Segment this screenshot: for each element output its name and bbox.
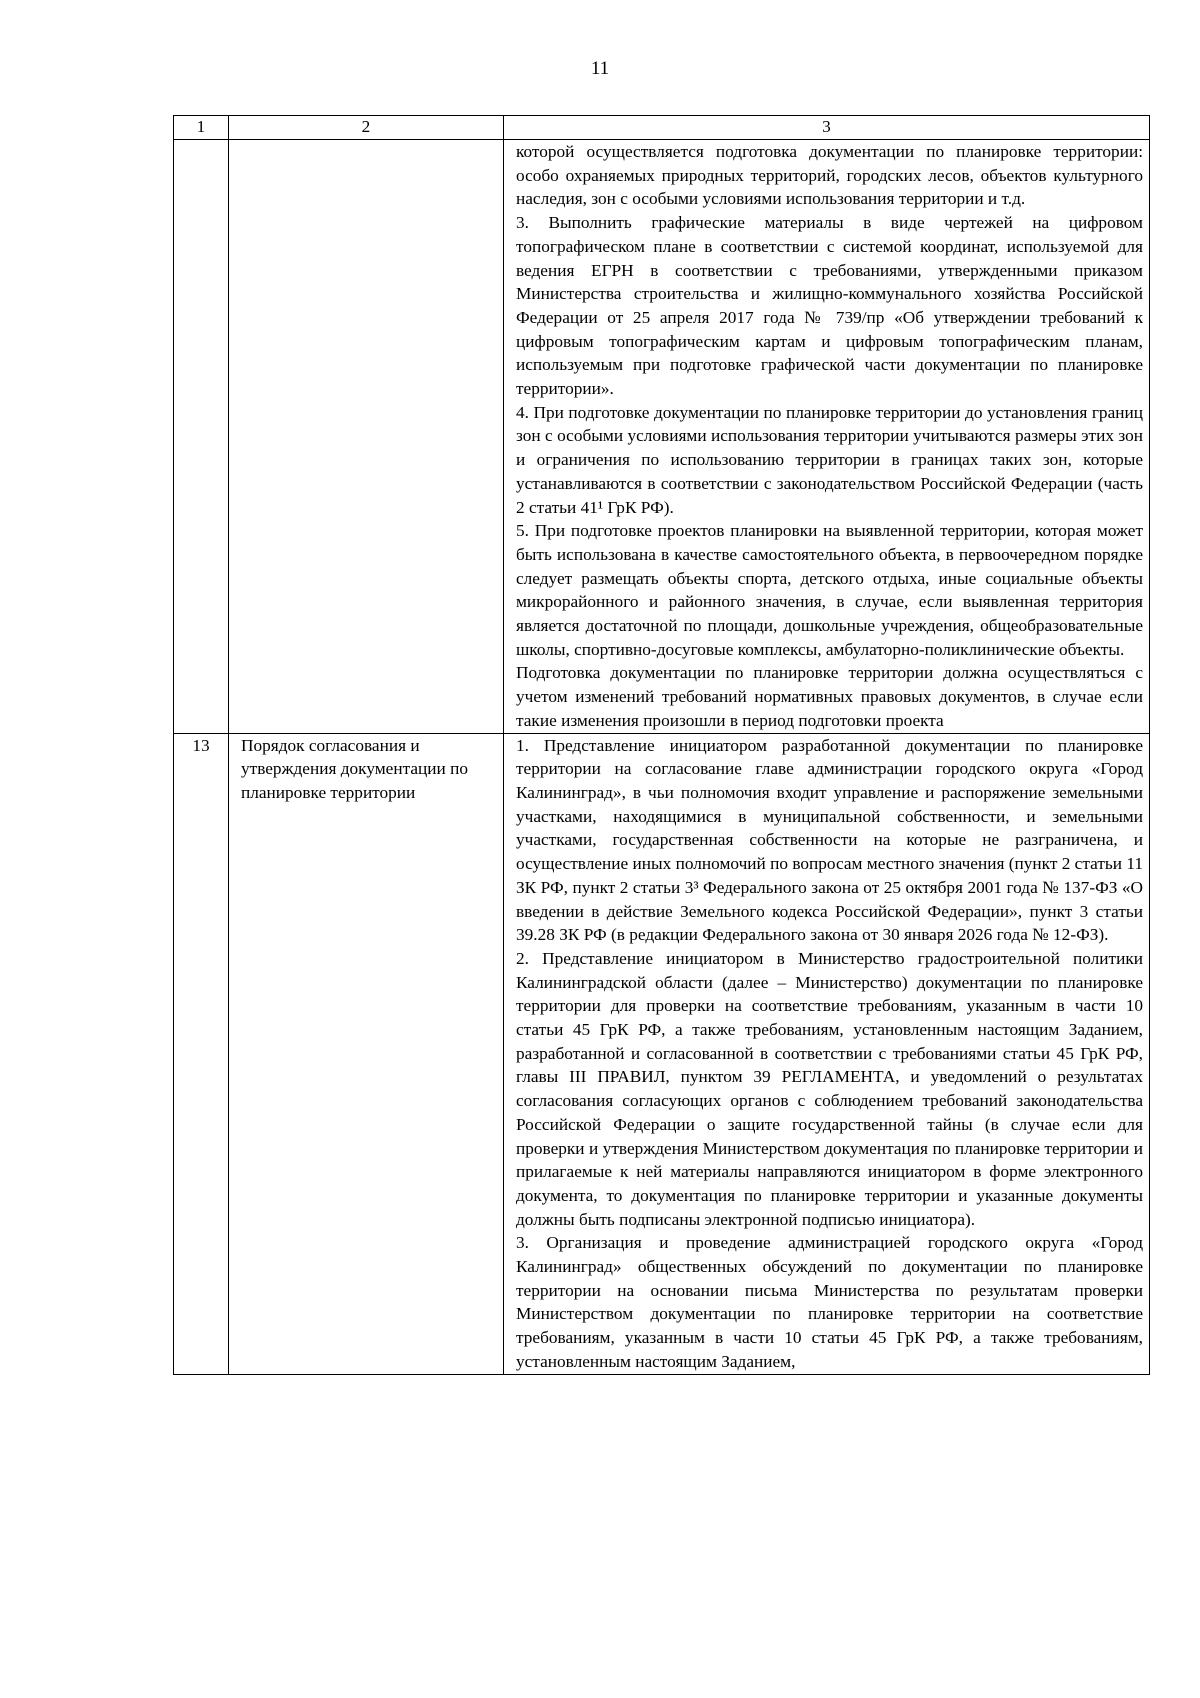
paragraph: которой осуществляется подготовка документации по планировке территории: особо охраняемых природных территорий, городских лесов, объектов культурного наследия, зон с особыми условиями использования территории и т.д.: [516, 142, 1143, 209]
row-content-cell: [504, 140, 1150, 734]
table-row-13: [174, 733, 1150, 1374]
paragraph: 1. Представление инициатором разработанной документации по планировке территории на согласование главе администрации городского округа «Город Калининград», в чьи полномочия входит управление и распоряжение земельными участками, находящимися в муниципальной собственности, и земельными участками, государственная собственности на которые не разграничена, и осуществление иных полномочий по вопросам местного значения (пункт 2 статьи 11 ЗК РФ, пункт 2 статьи 3³ Федерального закона от 25 октября 2001 года № 137-ФЗ «О введении в действие Земельного кодекса Российской Федерации», пункт 3 статьи 39.28 ЗК РФ (в редакции Федерального закона от 30 января 2026 года № 12-ФЗ).: [516, 735, 1143, 945]
paragraph: 4. При подготовке документации по планировке территории до установления границ зон с особыми условиями использования территории учитываются размеры этих зон и ограничения по использованию территории в границах таких зон, которые устанавливаются в соответствии с законодательством Российской Федерации (часть 2 статьи 41¹ ГрК РФ).: [516, 402, 1143, 517]
header-col-2: 2: [229, 116, 504, 140]
page-number: 11: [590, 58, 610, 79]
row-content-cell: [504, 733, 1150, 1374]
paragraph: 5. При подготовке проектов планировки на выявленной территории, которая может быть использована в качестве самостоятельного объекта, в первоочередном порядке следует размещать объекты спорта, детского отдыха, иные социальные объекты микрорайонного и районного значения, в случае, если выявленная территория является достаточной по площади, дошкольные учреждения, общеобразовательные школы, спортивно-досуговые комплексы, амбулаторно-поликлинические объекты.: [516, 521, 1143, 659]
row-number-cell: [174, 140, 229, 734]
table-header-row: [174, 116, 1150, 140]
header-col-1: 1: [174, 116, 229, 140]
paragraph: 3. Организация и проведение администрацией городского округа «Город Калининград» общественных обсуждений по документации по планировке территории на основании письма Министерства по результатам проверки Министерством документации по планировке территории на соответствие требованиям, указанным в части 10 статьи 45 ГрК РФ, а также требованиям, установленным настоящим Заданием,: [516, 1233, 1143, 1371]
row-number: 13: [174, 733, 229, 1374]
paragraph: Подготовка документации по планировке территории должна осуществляться с учетом изменений требований нормативных правовых документов, в случае если такие изменения произошли в период подготовки проекта: [516, 663, 1143, 730]
table-row-continued: [174, 140, 1150, 734]
document-table: [173, 115, 1150, 1375]
paragraph: 2. Представление инициатором в Министерство градостроительной политики Калининградской области (далее – Министерство) документации по планировке территории для проверки на соответствие требованиям, указанным в части 10 статьи 45 ГрК РФ, а также требованиям, установленным настоящим Заданием, разработанной и согласованной в соответствии с требованиями статьи 45 ГрК РФ, главы III ПРАВИЛ, пунктом 39 РЕГЛАМЕНТА, и уведомлений о результатах согласования согласующих органов с соблюдением требований законодательства Российской Федерации о защите государственной тайны (в случае если для проверки и утверждения Министерством документация по планировке территории и прилагаемые к ней материалы направляются инициатором в форме электронного документа, то документация по планировке территории и указанные документы должны быть подписаны электронной подписью инициатора).: [516, 948, 1143, 1229]
row-name-cell: [229, 140, 504, 734]
paragraph: 3. Выполнить графические материалы в виде чертежей на цифровом топографическом плане в соответствии с системой координат, используемой для ведения ЕГРН в соответствии с требованиями, утвержденными приказом Министерства строительства и жилищно-коммунального хозяйства Российской Федерации от 25 апреля 2017 года № 739/пр «Об утверждении требований к цифровым топографическим картам и цифровым топографическим планам, используемым при подготовке графической части документации по планировке территории».: [516, 213, 1143, 399]
header-col-3: 3: [504, 116, 1150, 140]
row-name: Порядок согласования и утверждения документации по планировке территории: [229, 733, 504, 1374]
